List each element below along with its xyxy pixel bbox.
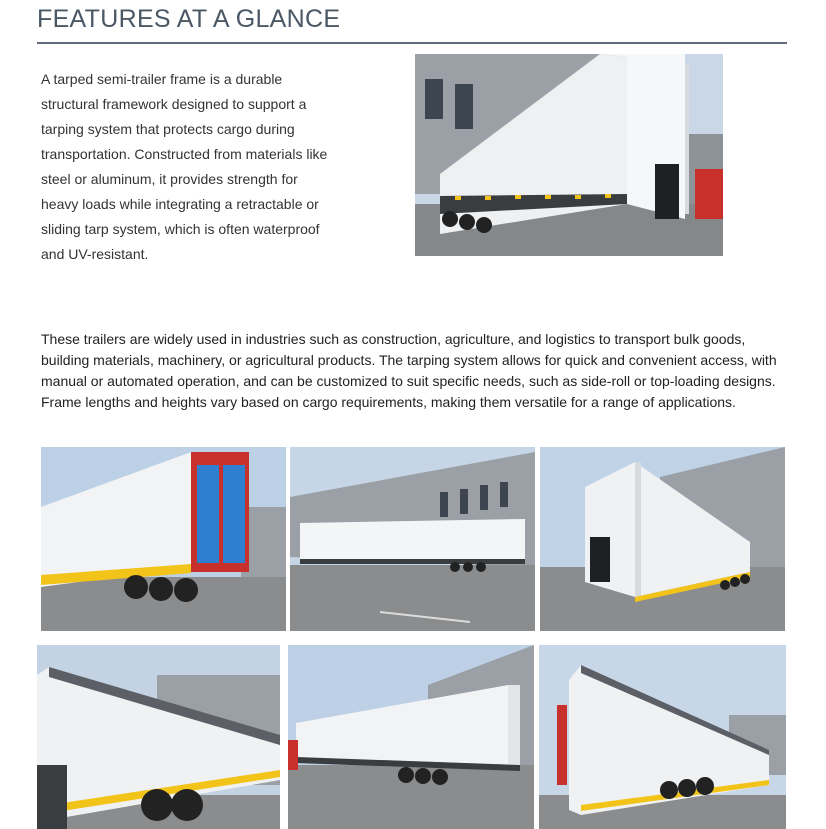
- gallery-photo-closeup-side: [37, 645, 280, 829]
- intro-paragraph: A tarped semi-trailer frame is a durable structural framework designed to support a tarping system that protects cargo during transportation. Constructed from materials like steel or aluminum, it provides strength for heavy loads while integrating a retractable or sliding tarp system, which is often waterproof and UV-resistant.: [41, 71, 328, 262]
- title-divider: [37, 42, 787, 44]
- gallery-photo-rear-doors: [41, 447, 286, 631]
- gallery-photo-rear-perspective: [539, 645, 786, 829]
- hero-trailer-photo: [415, 54, 723, 256]
- gallery-photo-front-angle: [540, 447, 785, 631]
- gallery-photo-side-view: [290, 447, 535, 631]
- page-title: FEATURES AT A GLANCE: [37, 5, 341, 33]
- gallery-photo-long-angle: [288, 645, 534, 829]
- body-paragraph: These trailers are widely used in industries such as construction, agriculture, and logistics to transport bulk goods, building materials, machinery, or agricultural products. The tarping system allows for quick and convenient access, with manual or automated operation, and can be customized to suit specific needs, such as side-roll or top-loading designs. Frame lengths and heights vary based on cargo requirements, making them versatile for a range of applications.: [41, 331, 777, 410]
